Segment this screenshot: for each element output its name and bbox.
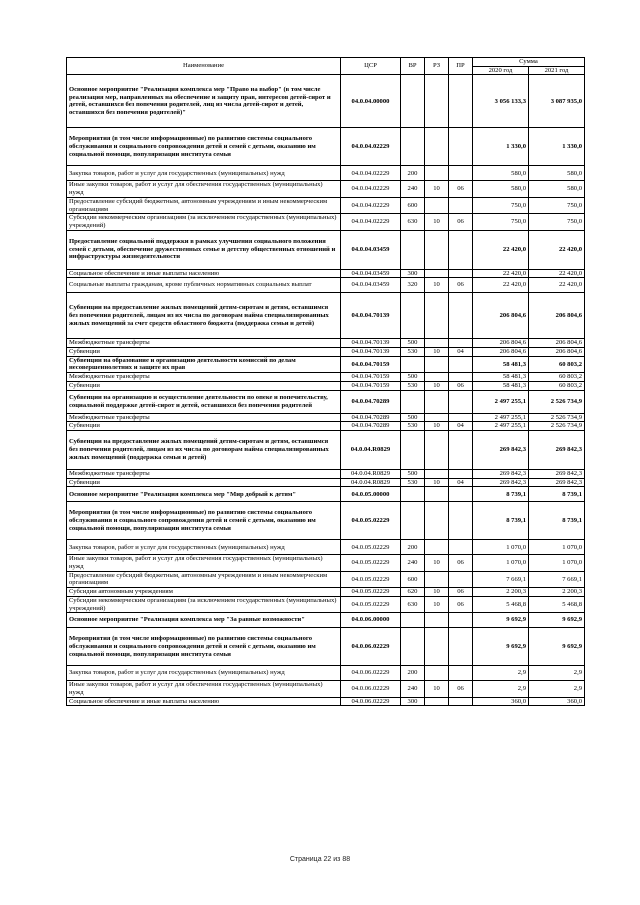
cell-name: Субвенции на предоставление жилых помещений детям-сиротам и детям, оставшимся без попечения родителей, лицам из их числа по договорам найма специализированных жилых помещений (поддержка семьи и детей) xyxy=(67,430,341,469)
cell-sum-2020: 9 692,9 xyxy=(473,628,529,666)
cell-vr: 530 xyxy=(401,348,425,357)
table-body xyxy=(67,75,585,706)
table-row xyxy=(67,278,585,293)
cell-pr xyxy=(449,293,473,339)
cell-sum-2020: 206 804,6 xyxy=(473,339,529,348)
cell-csr: 04.0.04.03459 xyxy=(341,230,401,269)
cell-pr: 06 xyxy=(449,181,473,197)
table-row xyxy=(67,697,585,706)
cell-name: Субвенции на предоставление жилых помещений детям-сиротам и детям, оставшимся без попечения родителей, лицам из их числа по договорам найма специализированных жилых помещений за счет средств областного бюджета (поддержка семьи и детей) xyxy=(67,293,341,339)
cell-pr xyxy=(449,166,473,181)
cell-name: Иные закупки товаров, работ и услуг для обеспечения государственных (муниципальных) нужд xyxy=(67,181,341,197)
cell-vr xyxy=(401,502,425,540)
header-sum: Сумма xyxy=(473,58,585,67)
header-vr: ВР xyxy=(401,58,425,75)
cell-csr: 04.0.04.70159 xyxy=(341,373,401,382)
cell-pr xyxy=(449,502,473,540)
cell-pr xyxy=(449,487,473,502)
cell-name: Межбюджетные трансферты xyxy=(67,339,341,348)
cell-rz xyxy=(425,502,449,540)
cell-csr: 04.0.04.R0829 xyxy=(341,430,401,469)
cell-vr: 630 xyxy=(401,596,425,612)
cell-csr: 04.0.04.02229 xyxy=(341,128,401,166)
cell-csr: 04.0.06.02229 xyxy=(341,666,401,681)
cell-rz xyxy=(425,230,449,269)
cell-csr: 04.0.05.02229 xyxy=(341,502,401,540)
cell-rz: 10 xyxy=(425,214,449,230)
cell-vr: 500 xyxy=(401,373,425,382)
cell-pr xyxy=(449,197,473,213)
cell-name: Закупка товаров, работ и услуг для государственных (муниципальных) нужд xyxy=(67,540,341,555)
cell-vr xyxy=(401,628,425,666)
cell-sum-2020: 269 842,3 xyxy=(473,469,529,478)
cell-name: Мероприятия (в том числе информационные) по развитию системы социального обслуживания и социального сопровождения детей и семей с детьми, оказанию им социальной помощи, популяризации института семьи xyxy=(67,628,341,666)
cell-name: Межбюджетные трансферты xyxy=(67,413,341,422)
header-rz: РЗ xyxy=(425,58,449,75)
cell-vr: 530 xyxy=(401,422,425,431)
cell-sum-2020: 2 497 255,1 xyxy=(473,390,529,413)
table-row xyxy=(67,269,585,278)
cell-sum-2021: 269 842,3 xyxy=(529,478,585,487)
table-row xyxy=(67,181,585,197)
cell-csr: 04.0.05.02229 xyxy=(341,596,401,612)
header-pr: ПР xyxy=(449,58,473,75)
cell-csr: 04.0.04.70159 xyxy=(341,356,401,372)
cell-sum-2021: 2 200,3 xyxy=(529,588,585,597)
cell-pr xyxy=(449,628,473,666)
cell-sum-2020: 1 070,0 xyxy=(473,555,529,571)
cell-sum-2020: 22 420,0 xyxy=(473,269,529,278)
cell-sum-2021: 2 526 734,9 xyxy=(529,390,585,413)
table-row xyxy=(67,628,585,666)
cell-sum-2021: 60 803,2 xyxy=(529,356,585,372)
cell-name: Предоставление субсидий бюджетным, автономным учреждениям и иным некоммерческим организациям xyxy=(67,197,341,213)
cell-sum-2020: 2 497 255,1 xyxy=(473,413,529,422)
cell-vr xyxy=(401,230,425,269)
table-row xyxy=(67,681,585,697)
cell-pr xyxy=(449,75,473,128)
cell-sum-2020: 206 804,6 xyxy=(473,348,529,357)
cell-csr: 04.0.06.02229 xyxy=(341,697,401,706)
cell-rz: 10 xyxy=(425,348,449,357)
cell-rz xyxy=(425,571,449,587)
table-row xyxy=(67,128,585,166)
cell-csr: 04.0.04.02229 xyxy=(341,197,401,213)
cell-rz xyxy=(425,487,449,502)
cell-name: Субвенции на организацию и осуществление деятельности по опеке и попечительству, социальной поддержке детей-сирот и детей, оставшихся без попечения родителей xyxy=(67,390,341,413)
cell-vr: 240 xyxy=(401,681,425,697)
cell-sum-2021: 9 692,9 xyxy=(529,628,585,666)
table-row xyxy=(67,596,585,612)
cell-sum-2021: 269 842,3 xyxy=(529,430,585,469)
cell-pr xyxy=(449,128,473,166)
cell-csr: 04.0.06.02229 xyxy=(341,681,401,697)
cell-pr xyxy=(449,339,473,348)
cell-name: Мероприятия (в том числе информационные) по развитию системы социального обслуживания и социального сопровождения детей и семей с детьми, оказанию им социальной помощи, популяризации института семьи xyxy=(67,502,341,540)
cell-pr xyxy=(449,430,473,469)
cell-sum-2021: 2,9 xyxy=(529,681,585,697)
cell-pr: 06 xyxy=(449,555,473,571)
table-row xyxy=(67,197,585,213)
cell-sum-2021: 8 739,1 xyxy=(529,487,585,502)
table-row xyxy=(67,430,585,469)
cell-sum-2020: 8 739,1 xyxy=(473,487,529,502)
cell-pr: 06 xyxy=(449,278,473,293)
cell-name: Социальное обеспечение и иные выплаты населению xyxy=(67,697,341,706)
cell-vr xyxy=(401,293,425,339)
cell-sum-2021: 22 420,0 xyxy=(529,230,585,269)
cell-vr: 200 xyxy=(401,166,425,181)
cell-rz xyxy=(425,697,449,706)
cell-rz: 10 xyxy=(425,381,449,390)
cell-sum-2020: 8 739,1 xyxy=(473,502,529,540)
cell-rz xyxy=(425,613,449,628)
cell-sum-2020: 1 070,0 xyxy=(473,540,529,555)
cell-name: Основное мероприятие "Реализация комплекса мер "Мир добрый к детям" xyxy=(67,487,341,502)
cell-sum-2021: 206 804,6 xyxy=(529,339,585,348)
cell-name: Межбюджетные трансферты xyxy=(67,469,341,478)
cell-name: Субсидии некоммерческим организациям (за исключением государственных (муниципальных) учреждений) xyxy=(67,214,341,230)
table-row xyxy=(67,555,585,571)
cell-sum-2021: 22 420,0 xyxy=(529,278,585,293)
cell-pr xyxy=(449,697,473,706)
header-year-2020: 2020 год xyxy=(473,66,529,75)
table-row xyxy=(67,666,585,681)
cell-pr xyxy=(449,571,473,587)
cell-pr: 06 xyxy=(449,381,473,390)
cell-sum-2021: 1 070,0 xyxy=(529,555,585,571)
cell-sum-2021: 2 526 734,9 xyxy=(529,413,585,422)
cell-pr: 04 xyxy=(449,422,473,431)
cell-vr: 320 xyxy=(401,278,425,293)
cell-name: Предоставление социальной поддержки в рамках улучшения социального положения семей с детьми, обеспечение дружественных семье и детству общественных отношений и инфраструктуры жизнедеятельности xyxy=(67,230,341,269)
cell-rz: 10 xyxy=(425,278,449,293)
cell-rz: 10 xyxy=(425,681,449,697)
cell-rz xyxy=(425,666,449,681)
cell-sum-2021: 206 804,6 xyxy=(529,348,585,357)
cell-sum-2020: 269 842,3 xyxy=(473,430,529,469)
cell-csr: 04.0.04.02229 xyxy=(341,181,401,197)
cell-sum-2021: 22 420,0 xyxy=(529,269,585,278)
cell-sum-2020: 58 481,3 xyxy=(473,373,529,382)
cell-sum-2021: 206 804,6 xyxy=(529,293,585,339)
cell-pr: 06 xyxy=(449,214,473,230)
table-row xyxy=(67,75,585,128)
cell-pr: 04 xyxy=(449,478,473,487)
table-row xyxy=(67,166,585,181)
cell-rz: 10 xyxy=(425,478,449,487)
header-row xyxy=(67,58,585,67)
cell-csr: 04.0.04.70289 xyxy=(341,413,401,422)
cell-csr: 04.0.05.02229 xyxy=(341,588,401,597)
cell-sum-2020: 5 468,8 xyxy=(473,596,529,612)
cell-name: Субсидии автономным учреждениям xyxy=(67,588,341,597)
cell-pr: 04 xyxy=(449,348,473,357)
cell-rz xyxy=(425,413,449,422)
cell-csr: 04.0.04.03459 xyxy=(341,269,401,278)
cell-sum-2021: 2 526 734,9 xyxy=(529,422,585,431)
cell-csr: 04.0.04.70289 xyxy=(341,422,401,431)
table-row xyxy=(67,571,585,587)
table-row xyxy=(67,502,585,540)
cell-sum-2021: 60 803,2 xyxy=(529,373,585,382)
table-row xyxy=(67,478,585,487)
table-row xyxy=(67,230,585,269)
cell-sum-2020: 3 056 133,3 xyxy=(473,75,529,128)
cell-csr: 04.0.04.70159 xyxy=(341,381,401,390)
cell-name: Закупка товаров, работ и услуг для государственных (муниципальных) нужд xyxy=(67,666,341,681)
cell-pr xyxy=(449,413,473,422)
cell-name: Субвенции xyxy=(67,422,341,431)
cell-vr: 200 xyxy=(401,666,425,681)
table-row xyxy=(67,339,585,348)
cell-rz: 10 xyxy=(425,555,449,571)
header-csr: ЦСР xyxy=(341,58,401,75)
cell-vr xyxy=(401,430,425,469)
header-name: Наименование xyxy=(67,58,341,75)
cell-vr: 300 xyxy=(401,697,425,706)
cell-vr: 500 xyxy=(401,413,425,422)
budget-table xyxy=(66,57,585,706)
cell-csr: 04.0.06.00000 xyxy=(341,613,401,628)
cell-vr: 240 xyxy=(401,181,425,197)
table-row xyxy=(67,613,585,628)
cell-csr: 04.0.05.02229 xyxy=(341,555,401,571)
cell-csr: 04.0.04.70139 xyxy=(341,293,401,339)
cell-sum-2020: 750,0 xyxy=(473,214,529,230)
cell-csr: 04.0.04.70289 xyxy=(341,390,401,413)
cell-sum-2020: 22 420,0 xyxy=(473,230,529,269)
cell-vr xyxy=(401,128,425,166)
cell-vr: 620 xyxy=(401,588,425,597)
cell-name: Закупка товаров, работ и услуг для государственных (муниципальных) нужд xyxy=(67,166,341,181)
cell-pr: 06 xyxy=(449,596,473,612)
cell-sum-2020: 9 692,9 xyxy=(473,613,529,628)
cell-sum-2021: 7 669,1 xyxy=(529,571,585,587)
cell-name: Основное мероприятие "Реализация комплекса мер "Право на выбор" (в том числе реализация мер, направленных на обеспечение и защиту прав, интересов детей-сирот и детей, оставшихся без попечения родителей, лиц из числа детей-сирот и детей, оставшихся без попечения родителей)" xyxy=(67,75,341,128)
cell-vr: 300 xyxy=(401,269,425,278)
cell-rz xyxy=(425,166,449,181)
cell-pr xyxy=(449,269,473,278)
cell-sum-2020: 58 481,3 xyxy=(473,381,529,390)
cell-rz xyxy=(425,128,449,166)
page-footer: Страница 22 из 88 xyxy=(289,856,351,863)
cell-sum-2021: 750,0 xyxy=(529,214,585,230)
cell-name: Предоставление субсидий бюджетным, автономным учреждениям и иным некоммерческим организациям xyxy=(67,571,341,587)
cell-vr: 600 xyxy=(401,197,425,213)
cell-sum-2021: 580,0 xyxy=(529,181,585,197)
cell-rz xyxy=(425,540,449,555)
cell-name: Социальное обеспечение и иные выплаты населению xyxy=(67,269,341,278)
cell-pr xyxy=(449,230,473,269)
cell-rz xyxy=(425,373,449,382)
table-row xyxy=(67,373,585,382)
cell-sum-2020: 580,0 xyxy=(473,181,529,197)
cell-pr: 06 xyxy=(449,588,473,597)
cell-name: Субвенции xyxy=(67,478,341,487)
cell-rz xyxy=(425,390,449,413)
cell-rz xyxy=(425,197,449,213)
cell-rz xyxy=(425,339,449,348)
cell-sum-2020: 58 481,3 xyxy=(473,356,529,372)
cell-name: Основное мероприятие "Реализация комплекса мер "За равные возможности" xyxy=(67,613,341,628)
cell-sum-2021: 5 468,8 xyxy=(529,596,585,612)
cell-csr: 04.0.06.02229 xyxy=(341,628,401,666)
cell-name: Субвенции на образование и организацию деятельности комиссий по делам несовершеннолетних и защите их прав xyxy=(67,356,341,372)
table-row xyxy=(67,293,585,339)
cell-rz xyxy=(425,469,449,478)
cell-vr xyxy=(401,487,425,502)
cell-pr xyxy=(449,356,473,372)
cell-sum-2020: 2,9 xyxy=(473,666,529,681)
cell-rz xyxy=(425,293,449,339)
cell-name: Социальные выплаты гражданам, кроме публичных нормативных социальных выплат xyxy=(67,278,341,293)
cell-sum-2020: 580,0 xyxy=(473,166,529,181)
cell-sum-2021: 60 803,2 xyxy=(529,381,585,390)
cell-vr xyxy=(401,613,425,628)
table-row xyxy=(67,487,585,502)
cell-vr: 600 xyxy=(401,571,425,587)
cell-vr: 630 xyxy=(401,214,425,230)
cell-rz xyxy=(425,75,449,128)
cell-csr: 04.0.04.70139 xyxy=(341,348,401,357)
cell-rz: 10 xyxy=(425,181,449,197)
cell-csr: 04.0.04.02229 xyxy=(341,166,401,181)
cell-csr: 04.0.04.R0829 xyxy=(341,478,401,487)
cell-vr xyxy=(401,75,425,128)
header-year-2021: 2021 год xyxy=(529,66,585,75)
table-row xyxy=(67,540,585,555)
cell-sum-2020: 22 420,0 xyxy=(473,278,529,293)
cell-csr: 04.0.05.02229 xyxy=(341,571,401,587)
cell-sum-2020: 2 200,3 xyxy=(473,588,529,597)
cell-vr: 500 xyxy=(401,339,425,348)
cell-sum-2021: 3 087 935,0 xyxy=(529,75,585,128)
cell-sum-2020: 2,9 xyxy=(473,681,529,697)
cell-sum-2020: 1 330,0 xyxy=(473,128,529,166)
cell-vr: 530 xyxy=(401,381,425,390)
cell-sum-2021: 8 739,1 xyxy=(529,502,585,540)
table-row xyxy=(67,469,585,478)
cell-pr xyxy=(449,540,473,555)
cell-sum-2020: 2 497 255,1 xyxy=(473,422,529,431)
cell-csr: 04.0.04.00000 xyxy=(341,75,401,128)
cell-vr: 240 xyxy=(401,555,425,571)
cell-rz: 10 xyxy=(425,422,449,431)
cell-sum-2020: 206 804,6 xyxy=(473,293,529,339)
cell-rz xyxy=(425,628,449,666)
cell-sum-2021: 580,0 xyxy=(529,166,585,181)
table-row xyxy=(67,413,585,422)
cell-pr xyxy=(449,373,473,382)
cell-pr xyxy=(449,469,473,478)
cell-sum-2021: 750,0 xyxy=(529,197,585,213)
cell-sum-2020: 269 842,3 xyxy=(473,478,529,487)
cell-name: Межбюджетные трансферты xyxy=(67,373,341,382)
cell-csr: 04.0.04.03459 xyxy=(341,278,401,293)
cell-name: Субвенции xyxy=(67,348,341,357)
cell-pr xyxy=(449,390,473,413)
cell-sum-2021: 1 070,0 xyxy=(529,540,585,555)
cell-rz xyxy=(425,269,449,278)
cell-sum-2021: 9 692,9 xyxy=(529,613,585,628)
cell-sum-2021: 1 330,0 xyxy=(529,128,585,166)
cell-name: Мероприятия (в том числе информационные) по развитию системы социального обслуживания и социального сопровождения детей и семей с детьми, оказанию им социальной помощи, популяризации института семьи xyxy=(67,128,341,166)
cell-vr xyxy=(401,390,425,413)
cell-rz xyxy=(425,356,449,372)
cell-sum-2021: 2,9 xyxy=(529,666,585,681)
cell-csr: 04.0.05.00000 xyxy=(341,487,401,502)
table-row xyxy=(67,214,585,230)
cell-csr: 04.0.04.R0829 xyxy=(341,469,401,478)
cell-sum-2020: 360,0 xyxy=(473,697,529,706)
cell-pr xyxy=(449,666,473,681)
cell-csr: 04.0.05.02229 xyxy=(341,540,401,555)
cell-vr: 500 xyxy=(401,469,425,478)
table-row xyxy=(67,348,585,357)
cell-sum-2020: 750,0 xyxy=(473,197,529,213)
cell-csr: 04.0.04.02229 xyxy=(341,214,401,230)
table-row xyxy=(67,390,585,413)
cell-rz xyxy=(425,430,449,469)
cell-pr xyxy=(449,613,473,628)
cell-name: Иные закупки товаров, работ и услуг для обеспечения государственных (муниципальных) нужд xyxy=(67,555,341,571)
cell-name: Иные закупки товаров, работ и услуг для обеспечения государственных (муниципальных) нужд xyxy=(67,681,341,697)
cell-csr: 04.0.04.70139 xyxy=(341,339,401,348)
cell-name: Субсидии некоммерческим организациям (за исключением государственных (муниципальных) учреждений) xyxy=(67,596,341,612)
cell-sum-2020: 7 669,1 xyxy=(473,571,529,587)
table-row xyxy=(67,588,585,597)
cell-rz: 10 xyxy=(425,596,449,612)
cell-sum-2021: 269 842,3 xyxy=(529,469,585,478)
table-row xyxy=(67,422,585,431)
cell-name: Субвенции xyxy=(67,381,341,390)
cell-rz: 10 xyxy=(425,588,449,597)
table-row xyxy=(67,381,585,390)
cell-sum-2021: 360,0 xyxy=(529,697,585,706)
cell-vr xyxy=(401,356,425,372)
cell-pr: 06 xyxy=(449,681,473,697)
cell-vr: 530 xyxy=(401,478,425,487)
table-row xyxy=(67,356,585,372)
cell-vr: 200 xyxy=(401,540,425,555)
